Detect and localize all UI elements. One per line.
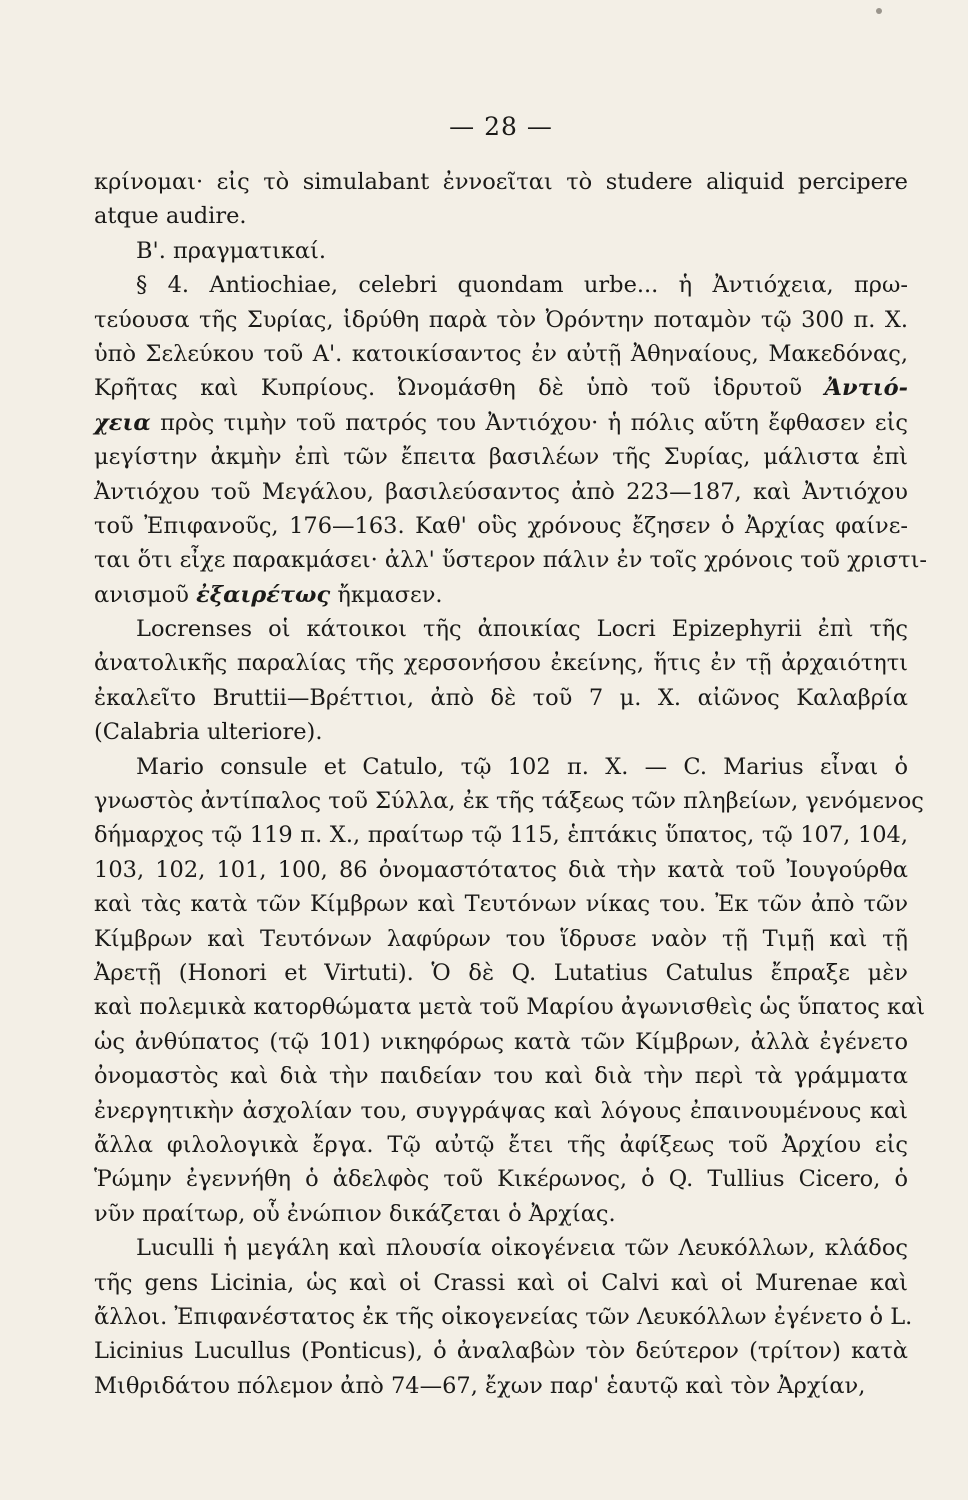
text-line: ἐκαλεῖτο Bruttii—Βρέττιοι, ἀπὸ δὲ τοῦ 7 μ. Χ. αἰῶνος Καλαβρία (94, 684, 908, 711)
section-heading: Β'. πραγματικαί. (136, 237, 326, 264)
text-line: ἄλλοι. Ἐπιφανέστατος ἐκ τῆς οἰκογενείας τῶν Λευκόλλων ἐγένετο ὁ L. (94, 1303, 913, 1330)
text-line: ὀνομαστὸς καὶ διὰ τὴν παιδείαν του καὶ διὰ τὴν περὶ τὰ γράμματα (94, 1063, 908, 1090)
text-line: Κρῆτας καὶ Κυπρίους. Ὠνομάσθη δὲ ὑπὸ τοῦ ἱδρυτοῦ Ἀντιό- (94, 375, 908, 402)
text-line: δήμαρχος τῷ 119 π. Χ., πραίτωρ τῷ 115, ἑπτάκις ὕπατος, τῷ 107, 104, (94, 822, 908, 849)
text-line: Locrenses οἱ κάτοικοι τῆς ἀποικίας Locri Epizephyrii ἐπὶ τῆς (136, 616, 908, 643)
text-line: καὶ πολεμικὰ κατορθώματα μετὰ τοῦ Μαρίου ἀγωνισθεὶς ὡς ὕπατος καὶ (94, 994, 926, 1021)
text-line: § 4. Antiochiae, celebri quondam urbe... ἡ Ἀντιόχεια, πρω- (136, 272, 908, 299)
text-line: τεύουσα τῆς Συρίας, ἱδρύθη παρὰ τὸν Ὀρόντην ποταμὸν τῷ 300 π. Χ. (94, 306, 908, 333)
text-line: Ἀντιόχου τοῦ Μεγάλου, βασιλεύσαντος ἀπὸ 223—187, καὶ Ἀντιόχου (94, 478, 908, 505)
body-text (94, 165, 928, 1403)
text-line: Ἀρετῇ (Honori et Virtuti). Ὁ δὲ Q. Lutatius Catulus ἔπραξε μὲν (94, 959, 908, 986)
text-line: τῆς gens Licinia, ὡς καὶ οἱ Crassi καὶ οἱ Calvi καὶ οἱ Murenae καὶ (94, 1269, 908, 1296)
paragraph (94, 750, 926, 1231)
text-line: Luculli ἡ μεγάλη καὶ πλουσία οἰκογένεια τῶν Λευκόλλων, κλάδος (136, 1235, 908, 1262)
text-line: χεια πρὸς τιμὴν τοῦ πατρός του Ἀντιόχου· ἡ πόλις αὕτη ἔφθασεν εἰς (94, 409, 908, 436)
text-line: Ῥώμην ἐγεννήθη ὁ ἀδελφὸς τοῦ Κικέρωνος, ὁ Q. Tullius Cicero, ὁ (94, 1166, 908, 1193)
emphasized-word: ἐξαιρέτως (196, 581, 331, 608)
text-line: κρίνομαι· εἰς τὸ simulabant ἐννοεῖται τὸ studere aliquid percipere (94, 169, 908, 195)
paragraph (94, 1231, 913, 1403)
emphasized-word: Ἀντιό- (824, 375, 908, 402)
text-line: ὡς ἀνθύπατος (τῷ 101) νικηφόρως κατὰ τῶν Κίμβρων, ἀλλὰ ἐγένετο (94, 1028, 908, 1055)
text-line: atque audire. (94, 203, 247, 230)
page-number: — 28 — (449, 112, 553, 141)
text-line: καὶ τὰς κατὰ τῶν Κίμβρων καὶ Τευτόνων νίκας του. Ἐκ τῶν ἀπὸ τῶν (94, 891, 908, 918)
emphasized-word: χεια (94, 409, 151, 436)
text-line: γνωστὸς ἀντίπαλος τοῦ Σύλλα, ἐκ τῆς τάξεως τῶν πληβείων, γενόμενος (94, 788, 924, 815)
paragraph (94, 165, 908, 234)
text-line: τοῦ Ἐπιφανοῦς, 176—163. Καθ' οὓς χρόνους ἔζησεν ὁ Ἀρχίας φαίνε- (94, 512, 908, 539)
text-line: ἐνεργητικὴν ἀσχολίαν του, συγγράψας καὶ λόγους ἐπαινουμένους καὶ (94, 1097, 908, 1124)
text-line: ὑπὸ Σελεύκου τοῦ Α'. κατοικίσαντος ἐν αὐτῇ Ἀθηναίους, Μακεδόνας, (94, 340, 908, 367)
paragraph (94, 268, 928, 612)
text-line: Μιθριδάτου πόλεμον ἀπὸ 74—67, ἔχων παρ' ἑαυτῷ καὶ τὸν Ἀρχίαν, (94, 1372, 866, 1399)
text-line: ανισμοῦ ἐξαιρέτως ἤκμασεν. (94, 581, 443, 608)
text-line: νῦν πραίτωρ, οὗ ἐνώπιον δικάζεται ὁ Ἀρχίας. (94, 1200, 616, 1227)
text-line: Mario consule et Catulo, τῷ 102 π. Χ. — C. Marius εἶναι ὁ (136, 753, 908, 780)
text-line: μεγίστην ἀκμὴν ἐπὶ τῶν ἔπειτα βασιλέων τῆς Συρίας, μάλιστα ἐπὶ (94, 444, 908, 471)
text-line: Licinius Lucullus (Ponticus), ὁ ἀναλαβὼν τὸν δεύτερον (τρίτον) κατὰ (94, 1338, 908, 1365)
text-line: ἄλλα φιλολογικὰ ἔργα. Τῷ αὐτῷ ἔτει τῆς ἀφίξεως τοῦ Ἀρχίου εἰς (94, 1131, 908, 1158)
text-line: ται ὅτι εἶχε παρακμάσει· ἀλλ' ὕστερον πάλιν ἐν τοῖς χρόνοις τοῦ χριστι- (94, 547, 928, 574)
paragraph (94, 234, 908, 268)
text-line: (Calabria ulteriore). (94, 719, 323, 746)
text-line: ἀνατολικῆς παραλίας τῆς χερσονήσου ἐκείνης, ἥτις ἐν τῇ ἀρχαιότητι (94, 650, 908, 677)
text-line: Κίμβρων καὶ Τευτόνων λαφύρων του ἵδρυσε ναὸν τῇ Τιμῇ καὶ τῇ (94, 925, 908, 952)
text-line: 103, 102, 101, 100, 86 ὀνομαστότατος διὰ τὴν κατὰ τοῦ Ἰουγούρθα (94, 856, 908, 883)
speck-mark (876, 8, 882, 14)
paragraph (94, 612, 908, 750)
